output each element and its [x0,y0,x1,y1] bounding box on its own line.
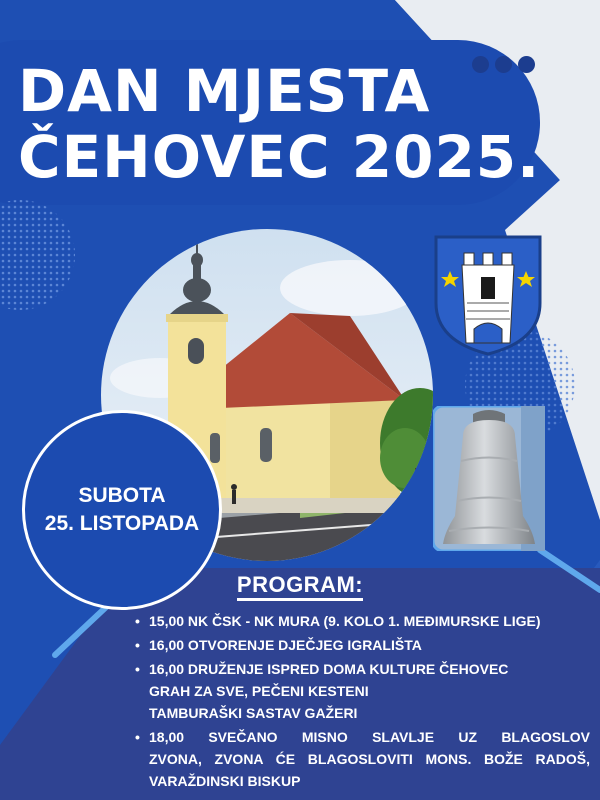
program-list [135,610,590,794]
date-day: 25. LISTOPADA [44,512,200,535]
program-item-line: ZVONA, ZVONA ĆE BLAGOSLOVITI MONS. BOŽE RADOŠ, [149,751,590,767]
date-weekday: SUBOTA [78,483,166,507]
title-line-2: ČEHOVEC 2025. [18,123,541,191]
program-item [135,726,590,792]
program-item [135,658,590,724]
bell-photo [433,406,545,551]
program-item [135,610,590,632]
program-item-line: GRAH ZA SVE, PEČENI KESTENI [149,683,369,699]
dots-icon [472,56,541,78]
program-item-line: TAMBURAŠKI SASTAV GAŽERI [149,705,358,721]
coat-of-arms-icon [432,233,544,358]
program-item-line: VARAŽDINSKI BISKUP [149,773,301,789]
program-item-line: • 18,00 SVEČANO MISNO SLAVLJE UZ BLAGOSLOV [149,729,590,745]
title-line-1: DAN MJESTA [18,57,431,125]
program-item-line: • 16,00 OTVORENJE DJEČJEG IGRALIŠTA [149,637,422,653]
program-heading-text: PROGRAM: [237,572,363,601]
program-item-line: • 15,00 NK ČSK - NK MURA (9. KOLO 1. MEĐIMURSKE LIGE) [149,613,541,629]
program-heading [0,572,600,598]
program-item-line: • 16,00 DRUŽENJE ISPRED DOMA KULTURE ČEHOVEC [149,661,509,677]
program-item [135,634,590,656]
